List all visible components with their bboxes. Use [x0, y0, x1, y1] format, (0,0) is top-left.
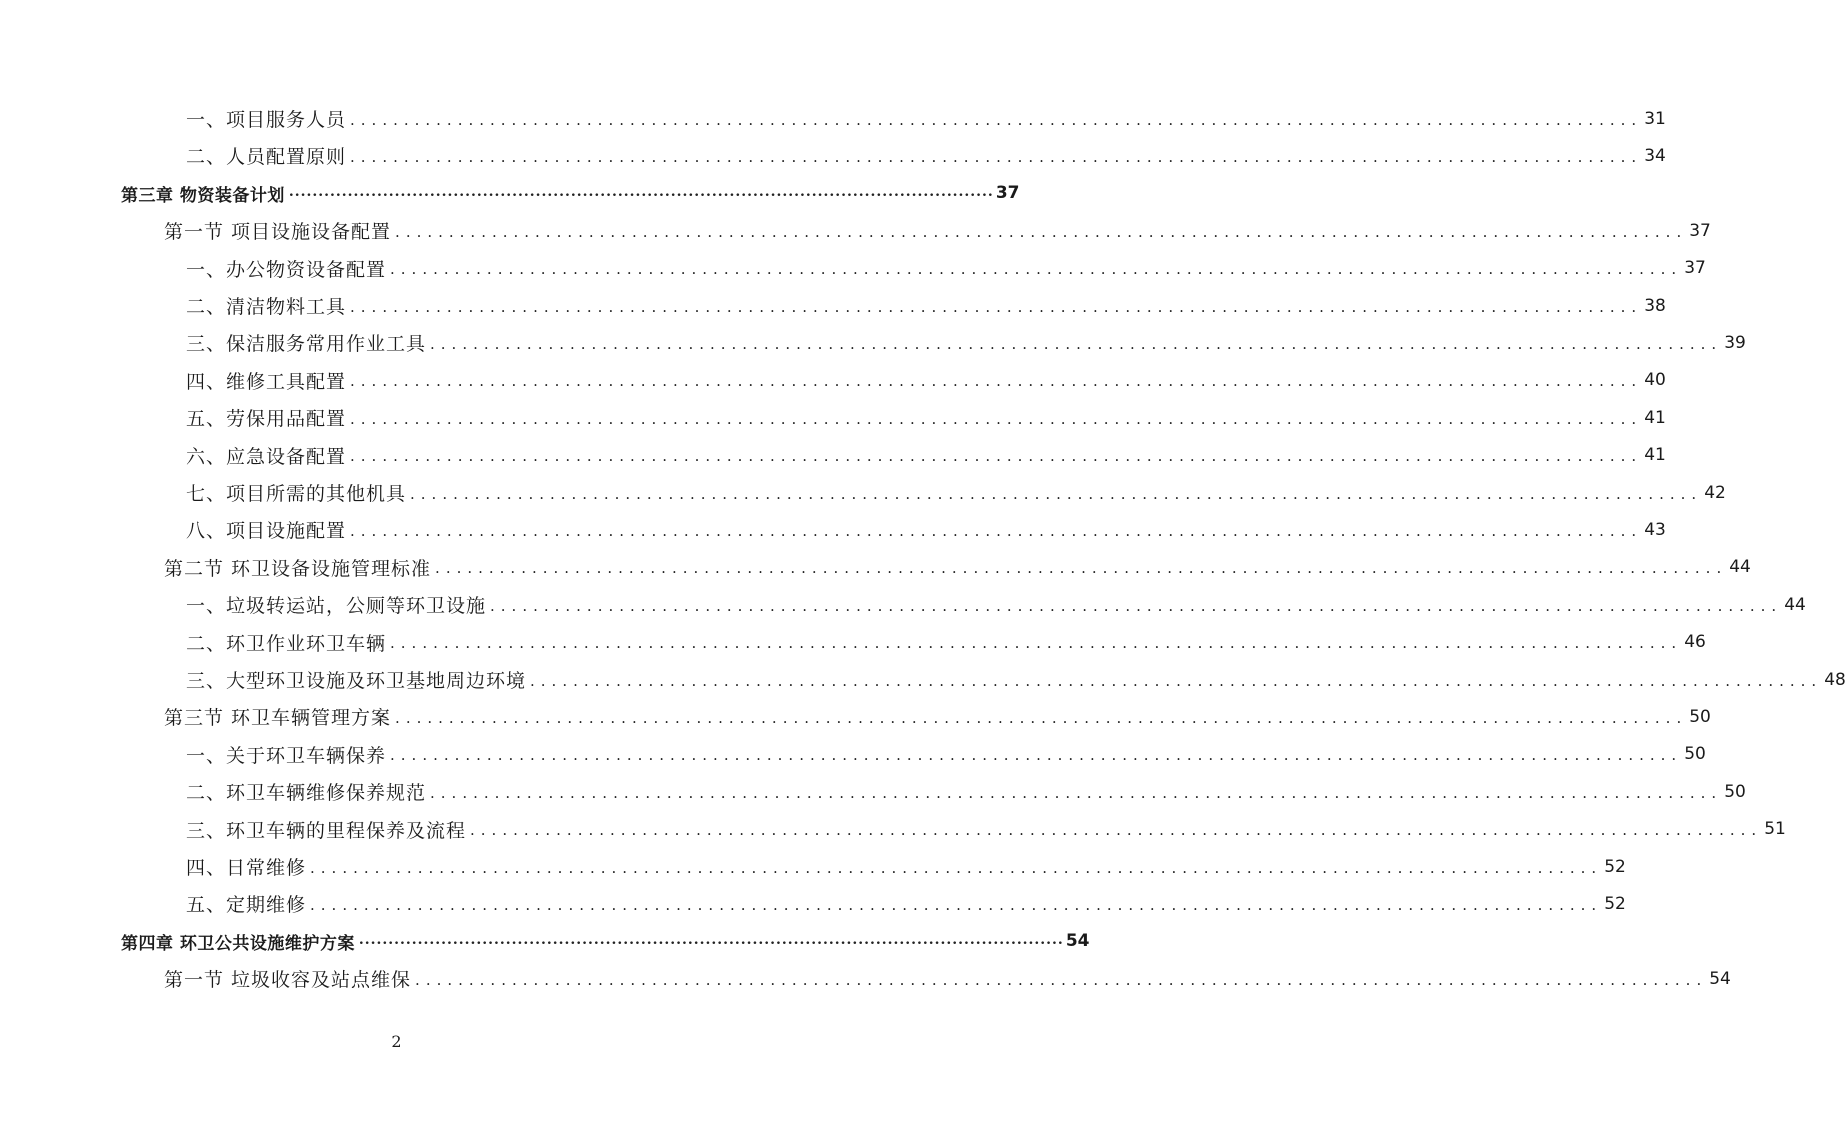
toc-entry-item[interactable]: [186, 885, 1626, 922]
toc-entry-title: 第三节 环卫车辆管理方案: [164, 707, 392, 730]
toc-entry-page: 34: [1644, 145, 1666, 166]
dot-leader: ........................................................................................................................: [358, 932, 1064, 949]
toc-entry-title: 八、项目设施配置: [186, 520, 347, 543]
toc-entry-title: 第二节 环卫设备设施管理标准: [164, 557, 432, 580]
toc-entry-item[interactable]: [186, 848, 1626, 885]
toc-entry-item[interactable]: [186, 250, 1706, 287]
toc-entry-item[interactable]: [186, 399, 1666, 436]
toc-entry-item[interactable]: [186, 773, 1746, 810]
toc-entry-page: 37: [995, 183, 1020, 204]
toc-entry-page: 43: [1644, 519, 1666, 540]
toc-entry-page: 50: [1684, 744, 1706, 765]
dot-leader: ........................................................................................................................: [415, 970, 1708, 989]
toc-entry-page: 54: [1709, 968, 1731, 989]
toc-entry-title: 一、关于环卫车辆保养: [186, 744, 387, 767]
dot-leader: ........................................................................................................................: [350, 297, 1643, 316]
toc-entry-page: 31: [1644, 108, 1666, 129]
toc-entry-item[interactable]: [186, 474, 1726, 511]
dot-leader: ........................................................................................................................: [430, 783, 1723, 802]
dot-leader: ........................................................................................................................: [395, 708, 1688, 727]
toc-entry-item[interactable]: [186, 362, 1666, 399]
toc-entry-item[interactable]: [186, 736, 1706, 773]
toc-entry-page: 37: [1689, 220, 1711, 241]
dot-leader: ........................................................................................................................: [310, 895, 1603, 914]
dot-leader: ........................................................................................................................: [390, 260, 1683, 279]
dot-leader: ........................................................................................................................: [390, 634, 1683, 653]
toc-entry-title: 第一节 项目设施设备配置: [164, 221, 392, 244]
toc-entry-title: 五、劳保用品配置: [186, 408, 347, 431]
toc-entry-title: 四、日常维修: [186, 857, 307, 879]
toc-entry-page: 41: [1644, 445, 1666, 466]
toc-entry-title: 二、环卫作业环卫车辆: [186, 632, 387, 655]
dot-leader: ........................................................................................................................: [390, 746, 1683, 765]
toc-entry-item[interactable]: [186, 511, 1666, 548]
toc-entry-title: 六、应急设备配置: [186, 445, 347, 468]
dot-leader: ........................................................................................................................: [310, 858, 1603, 877]
toc-entry-item[interactable]: [186, 437, 1666, 474]
toc-entry-title: 三、环卫车辆的里程保养及流程: [186, 819, 467, 842]
toc-entry-page: 46: [1684, 632, 1706, 653]
toc-entry-title: 第四章 环卫公共设施维护方案: [121, 933, 355, 954]
toc-entry-section[interactable]: [164, 698, 1711, 735]
toc-entry-page: 51: [1764, 819, 1786, 840]
toc-entry-item[interactable]: [186, 811, 1786, 848]
toc-entry-title: 三、大型环卫设施及环卫基地周边环境: [186, 670, 527, 692]
toc-entry-title: 七、项目所需的其他机具: [186, 483, 407, 505]
toc-entry-chapter[interactable]: [121, 175, 1020, 212]
toc-entry-page: 54: [1065, 931, 1090, 952]
dot-leader: ........................................................................................................................: [430, 334, 1723, 353]
dot-leader: ........................................................................................................................: [530, 671, 1823, 690]
dot-leader: ........................................................................................................................: [350, 372, 1643, 391]
toc-entry-title: 第一节 垃圾收容及站点维保: [164, 969, 412, 992]
toc-entry-page: 52: [1604, 856, 1626, 877]
dot-leader: ........................................................................................................................: [350, 147, 1643, 166]
dot-leader: ........................................................................................................................: [490, 596, 1783, 615]
toc-entry-page: 44: [1784, 594, 1806, 615]
dot-leader: ........................................................................................................................: [435, 559, 1728, 578]
toc-entry-title: 三、保洁服务常用作业工具: [186, 333, 427, 356]
toc-entry-item[interactable]: [186, 137, 1666, 174]
dot-leader: ........................................................................................................................: [350, 110, 1643, 129]
toc-entry-item[interactable]: [186, 586, 1806, 623]
toc-entry-item[interactable]: [186, 100, 1666, 137]
toc-entry-page: 44: [1729, 557, 1751, 578]
page-number: 2: [391, 1032, 402, 1051]
toc-entry-title: 一、办公物资设备配置: [186, 258, 387, 281]
toc-entry-title: 四、维修工具配置: [186, 370, 347, 393]
toc-entry-section[interactable]: [164, 549, 1751, 586]
toc-entry-title: 二、环卫车辆维修保养规范: [186, 782, 427, 805]
toc-entry-page: 40: [1644, 370, 1666, 391]
dot-leader: ........................................................................................................................: [395, 222, 1688, 241]
toc-entry-chapter[interactable]: [121, 923, 1090, 960]
toc-entry-page: 38: [1644, 295, 1666, 316]
toc-entry-title: 一、垃圾转运站，公厕等环卫设施: [186, 595, 487, 618]
toc-entry-page: 37: [1684, 258, 1706, 279]
dot-leader: ........................................................................................................................: [350, 409, 1643, 428]
toc-entry-page: 50: [1724, 781, 1746, 802]
dot-leader: ........................................................................................................................: [288, 184, 994, 201]
toc-entry-item[interactable]: [186, 324, 1746, 361]
toc-entry-section[interactable]: [164, 212, 1711, 249]
toc-entry-title: 第三章 物资装备计划: [121, 185, 285, 206]
toc-entry-page: 52: [1604, 893, 1626, 914]
dot-leader: ........................................................................................................................: [350, 521, 1643, 540]
toc-entry-page: 39: [1724, 332, 1746, 353]
toc-entry-section[interactable]: [164, 960, 1731, 997]
toc-entry-title: 五、定期维修: [186, 894, 307, 917]
toc-entry-item[interactable]: [186, 624, 1706, 661]
toc-entry-item[interactable]: [186, 661, 1846, 698]
toc-entry-page: 48: [1824, 669, 1846, 690]
toc-entry-title: 二、清洁物料工具: [186, 296, 347, 318]
dot-leader: ........................................................................................................................: [350, 447, 1643, 466]
toc-entry-title: 一、项目服务人员: [186, 109, 347, 131]
dot-leader: ........................................................................................................................: [410, 484, 1703, 503]
dot-leader: ........................................................................................................................: [470, 821, 1763, 840]
toc-entry-page: 42: [1704, 482, 1726, 503]
toc-entry-page: 50: [1689, 706, 1711, 727]
toc-entry-page: 41: [1644, 407, 1666, 428]
toc-entry-item[interactable]: [186, 287, 1666, 324]
toc-entry-title: 二、人员配置原则: [186, 146, 347, 169]
